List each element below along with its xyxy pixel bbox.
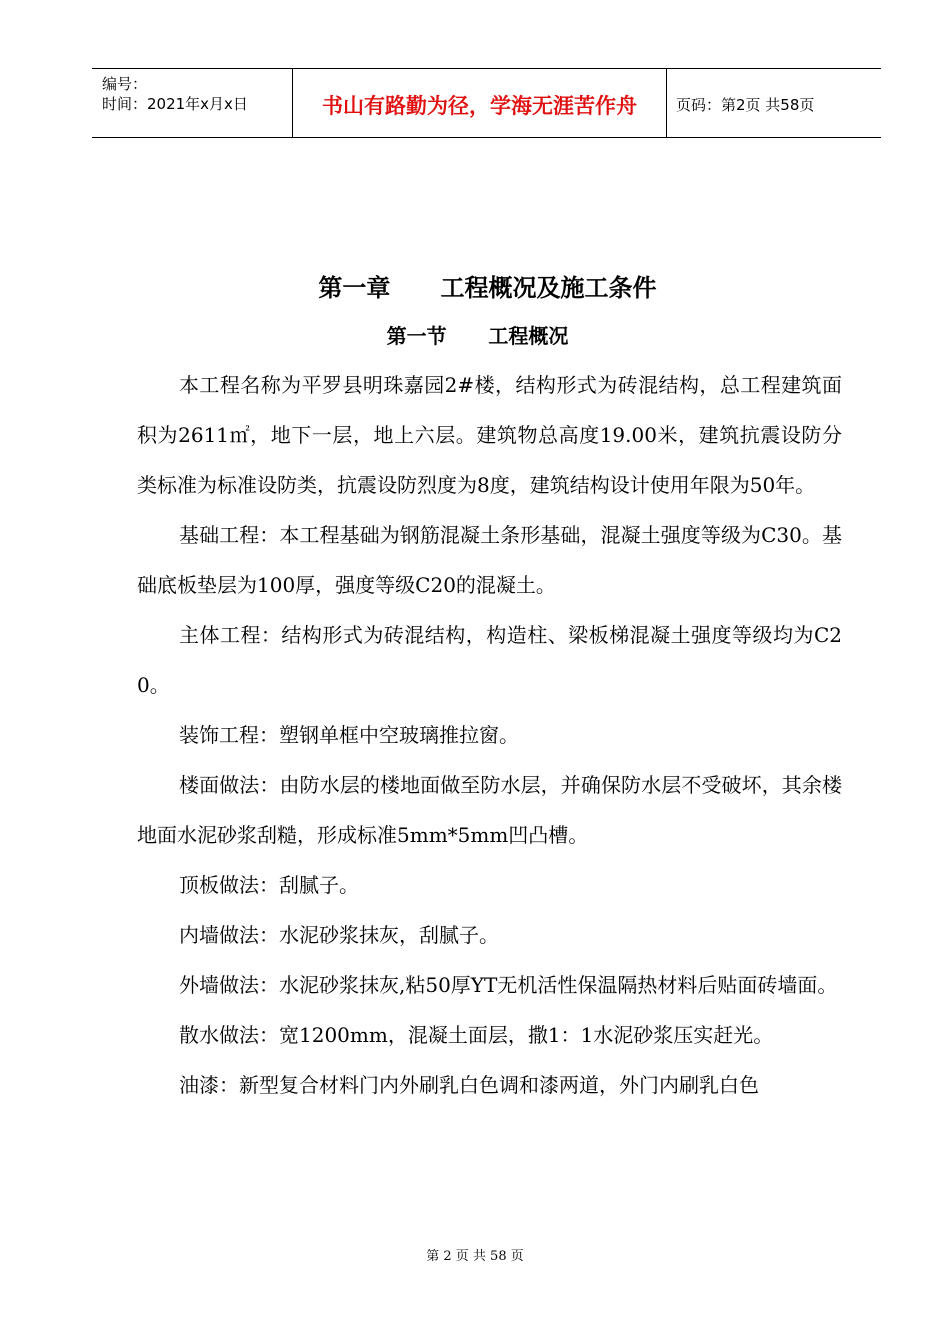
paragraph-decoration: 装饰工程：塑钢单框中空玻璃推拉窗。: [179, 723, 519, 747]
header-motto: 书山有路勤为径，学海无涯苦作舟: [322, 94, 637, 118]
paragraph-exterior-wall: 外墙做法：水泥砂浆抹灰,粘50厚YT无机活性保温隔热材料后贴面砖墙面。: [179, 973, 838, 997]
paragraph-main-structure: 主体工程：结构形式为砖混结构，构造柱、梁板梯混凝土强度等级均为C20。: [137, 623, 842, 697]
page-header: [92, 68, 881, 138]
document-body: [137, 360, 842, 1110]
page-footer: 第 2 页 共 58 页: [426, 1249, 524, 1264]
header-left-cell: [92, 69, 292, 137]
paragraph-foundation: 基础工程：本工程基础为钢筋混凝土条形基础，混凝土强度等级为C30。基础底板垫层为100厚，强度等级C20的混凝土。: [137, 523, 842, 597]
paragraph-interior-wall: 内墙做法：水泥砂浆抹灰，刮腻子。: [179, 923, 499, 947]
section-title: 第一节 工程概况: [386, 324, 569, 348]
paragraph-apron: 散水做法：宽1200mm，混凝土面层，撒1：1水泥砂浆压实赶光。: [179, 1023, 774, 1047]
header-page-number: 页码：第2页 共58页: [676, 96, 815, 114]
header-right-cell: [666, 69, 881, 137]
header-middle-cell: [292, 69, 667, 137]
paragraph-paint: 油漆：新型复合材料门内外刷乳白色调和漆两道，外门内刷乳白色: [179, 1073, 759, 1097]
chapter-title: 第一章 工程概况及施工条件: [318, 273, 657, 302]
paragraph-ceiling: 顶板做法：刮腻子。: [179, 873, 359, 897]
document-code-label: 编号：: [102, 75, 148, 93]
document-time-label: 时间：2021年x月x日: [102, 95, 248, 113]
paragraph-floor: 楼面做法：由防水层的楼地面做至防水层，并确保防水层不受破坏，其余楼地面水泥砂浆刮糙，形成标准5mm*5mm凹凸槽。: [137, 773, 842, 847]
paragraph-overview: 本工程名称为平罗县明珠嘉园2#楼，结构形式为砖混结构，总工程建筑面积为2611㎡，地下一层，地上六层。建筑物总高度19.00米，建筑抗震设防分类标准为标准设防类，抗震设防烈度为8度，建筑结构设计使用年限为50年。: [137, 373, 842, 497]
